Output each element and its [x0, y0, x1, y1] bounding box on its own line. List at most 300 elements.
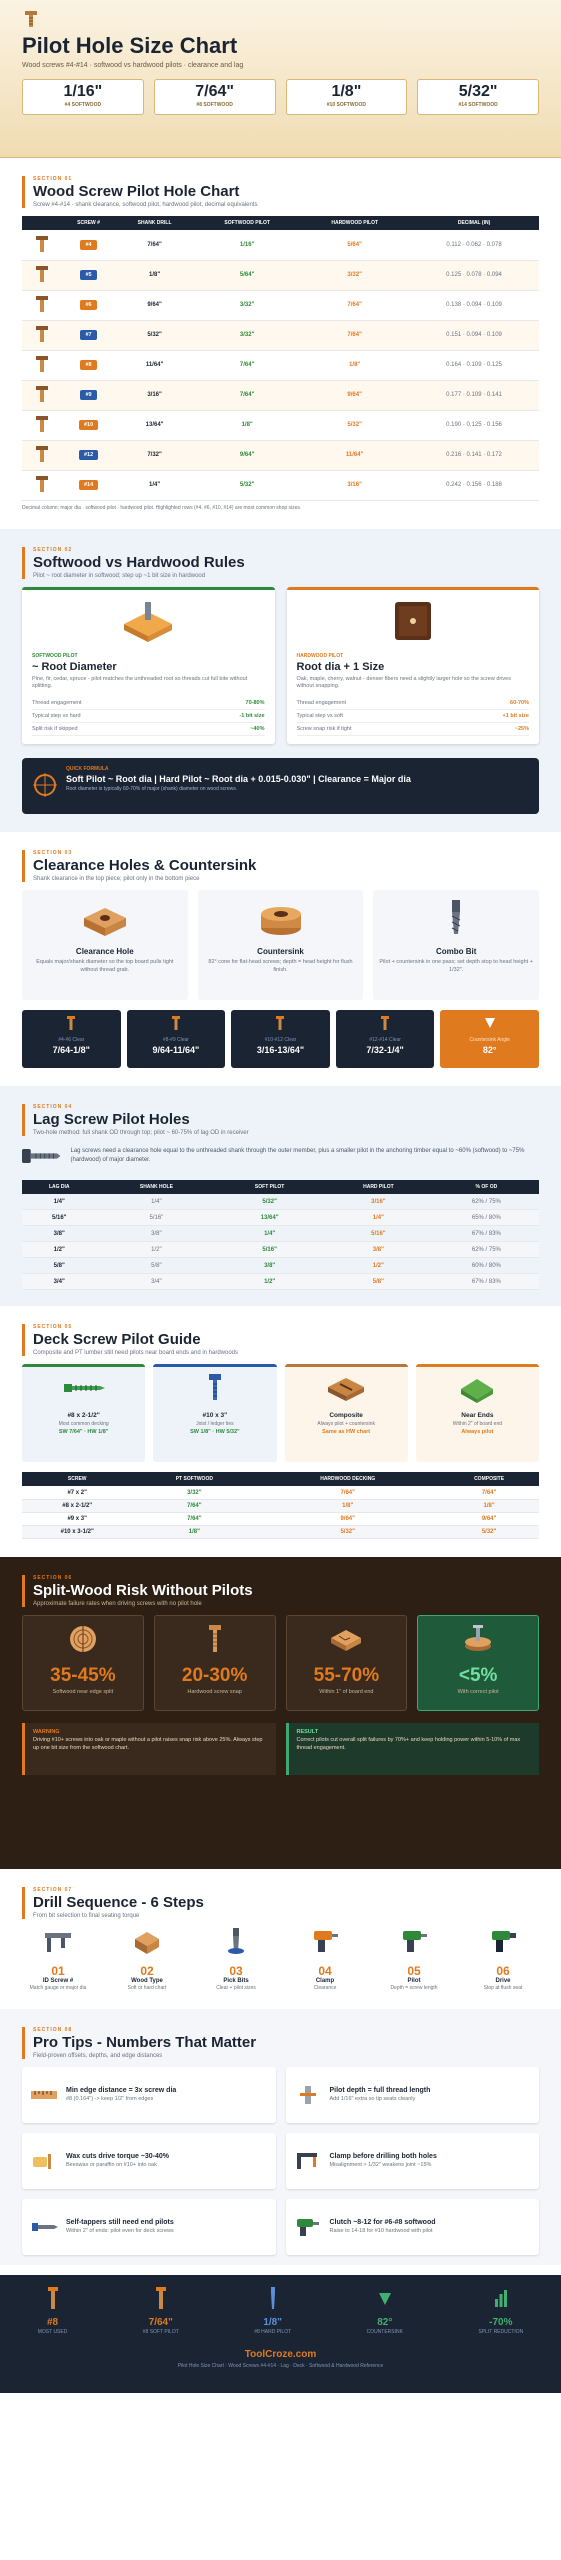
- section-heading: [22, 176, 539, 208]
- screw-size-tag: #5: [80, 270, 96, 280]
- table-row: [22, 1226, 539, 1242]
- screw-icon: [34, 355, 50, 373]
- screw-size-tag: #7: [80, 330, 96, 340]
- tip-card: Min edge distance = 3x screw dia #8 (0.164") -> keep 1/2" from edges: [22, 2067, 276, 2123]
- drill-bit-icon: [431, 898, 481, 938]
- section-number: SECTION 05: [33, 1324, 73, 1331]
- table-cell: 3/32": [132, 1486, 256, 1499]
- section-split-risk: [0, 1557, 561, 1869]
- card-label: SOFTWOOD PILOT: [32, 652, 78, 659]
- wood-block-icon: [132, 1927, 162, 1955]
- table-row: [22, 1258, 539, 1274]
- risk-stat: 55-70% Within 1" of board end: [286, 1615, 408, 1711]
- table-cell: 65% / 80%: [434, 1210, 539, 1226]
- table-cell: 5/16": [323, 1226, 434, 1242]
- section-heading: [22, 850, 539, 882]
- table-cell: #8 x 2-1/2": [22, 1499, 132, 1512]
- section-number: SECTION 01: [33, 176, 73, 182]
- screw-icon: [154, 2287, 168, 2309]
- card-desc: Equals major/shank diameter so the top board pulls tight without thread grab.: [36, 958, 174, 973]
- drill-icon: [399, 1927, 429, 1955]
- card-desc: Pilot + countersink in one pass; set depth stop to head height + 1/32".: [379, 958, 533, 973]
- table-cell: 5/32": [300, 410, 409, 440]
- table-cell: 13/64": [115, 410, 194, 440]
- drill-bit-icon: [266, 2287, 280, 2309]
- footer: [0, 2275, 561, 2393]
- table-cell: 1/4": [22, 1194, 97, 1210]
- clearance-hole-icon: [80, 898, 130, 938]
- screw-size-tag: #10: [79, 420, 98, 430]
- screw-icon: [34, 325, 50, 343]
- table-cell: 9/64": [194, 440, 300, 470]
- table-header: SOFT PILOT: [216, 1180, 323, 1194]
- formula-label: QUICK FORMULA: [66, 765, 109, 772]
- table-cell: 3/8": [323, 1242, 434, 1258]
- section-number: SECTION 06: [33, 1574, 73, 1581]
- screw-size-cell: [62, 410, 115, 440]
- screw-size-cell: [62, 320, 115, 350]
- card-title: ~ Root Diameter: [32, 660, 117, 673]
- warning-box: WARNING Driving #10+ screws into oak or maple without a pilot raises snap risk above 25%. Always step up one bit size from the softwood chart.: [22, 1723, 276, 1775]
- table-cell: 9/64": [439, 1512, 539, 1525]
- risk-stat: <5% With correct pilot: [417, 1615, 539, 1711]
- table-cell: 1/8": [439, 1499, 539, 1512]
- section-desc: Shank clearance in the top piece; pilot only in the bottom piece: [33, 875, 200, 882]
- board-end-icon: [455, 1373, 499, 1403]
- section-number: SECTION 07: [33, 1886, 73, 1893]
- table-cell: 0.177 · 0.109 · 0.141: [409, 380, 539, 410]
- split-board-icon: [329, 1624, 363, 1654]
- risk-stat: 20-30% Hardwood screw snap: [154, 1615, 276, 1711]
- stat-row: Thread engagement 60-70%: [297, 697, 530, 710]
- section-title: Wood Screw Pilot Hole Chart: [33, 183, 240, 200]
- clearance-hole-card: [22, 890, 188, 1000]
- tip-card: Self-tappers still need end pilots Within 2" of ends: pilot even for deck screws: [22, 2199, 276, 2255]
- table-cell: 7/64": [300, 320, 409, 350]
- row-icon-cell: [22, 230, 62, 260]
- table-cell: 62% / 75%: [434, 1194, 539, 1210]
- depth-gauge-icon: [294, 2085, 322, 2105]
- clearance-box: #8-#9 Clear 9/64-11/64": [127, 1010, 226, 1068]
- deck-screw-icon: [62, 1373, 106, 1403]
- kpi-label: #14 SOFTWOOD: [458, 102, 498, 108]
- table-header: [22, 216, 62, 230]
- table-row: [22, 1499, 539, 1512]
- card-title: Countersink: [257, 946, 304, 956]
- screw-size-cell: [62, 350, 115, 380]
- pine-board-icon: [118, 598, 178, 644]
- screw-icon: [34, 265, 50, 283]
- table-cell: 13/64": [216, 1210, 323, 1226]
- screw-size-cell: [62, 380, 115, 410]
- deck-card: #10 x 3" Joist / ledger ties SW 1/8" · HW 5/32": [153, 1364, 276, 1462]
- section-heading: [22, 2027, 539, 2059]
- table-row: [22, 1486, 539, 1499]
- footer-stat: 7/64" #8 SOFT PILOT: [143, 2287, 179, 2335]
- table-header: SCREW #: [62, 216, 115, 230]
- lag-intro: Lag screws need a clearance hole equal to the unthreaded shank through the outer member, plus a smaller pilot in the anchoring timber equal to ~60% (softwood) to ~75% (hardwood) of major diameter.: [70, 1147, 525, 1163]
- screw-icon: [34, 445, 50, 463]
- table-cell: 1/8": [132, 1525, 256, 1538]
- table-row: [22, 260, 539, 290]
- table-cell: 3/16": [300, 470, 409, 500]
- table-cell: 1/16": [194, 230, 300, 260]
- table-header: PT SOFTWOOD: [132, 1472, 256, 1486]
- countersink-card: [198, 890, 364, 1000]
- screw-size-cell: [62, 290, 115, 320]
- row-icon-cell: [22, 350, 62, 380]
- section-title: Lag Screw Pilot Holes: [33, 1110, 190, 1128]
- screw-size-tag: #12: [79, 450, 98, 460]
- section-clearance: [0, 832, 561, 1068]
- table-cell: 5/8": [323, 1274, 434, 1290]
- table-cell: #7 x 2": [22, 1486, 132, 1499]
- kpi-card: [417, 79, 539, 115]
- ruler-icon: [30, 2085, 58, 2105]
- hardwood-card: [287, 587, 540, 744]
- section-heading: [22, 1104, 539, 1136]
- screw-icon: [34, 235, 50, 253]
- result-box: RESULT Correct pilots cut overall split failures by 70%+ and keep holding power within 5-10% of max thread engagement.: [286, 1723, 540, 1775]
- section-heading: [22, 1887, 539, 1919]
- row-icon-cell: [22, 380, 62, 410]
- table-cell: 5/16": [22, 1210, 97, 1226]
- table-cell: 3/32": [300, 260, 409, 290]
- step: 02 Wood Type Soft or hard chart: [111, 1927, 183, 1991]
- stat-row: Split risk if skipped ~40%: [32, 723, 265, 736]
- table-cell: 7/32": [115, 440, 194, 470]
- section-heading: [22, 1324, 539, 1356]
- step: 01 ID Screw # Match gauge or major dia: [22, 1927, 94, 1991]
- table-cell: 9/64": [256, 1512, 439, 1525]
- caliper-icon: [43, 1927, 73, 1955]
- table-cell: 3/32": [194, 320, 300, 350]
- impact-driver-icon: [488, 1927, 518, 1955]
- combo-bit-card: [373, 890, 539, 1000]
- kpi-card: [22, 79, 144, 115]
- table-row: [22, 410, 539, 440]
- step: 06 Drive Stop at flush seat: [467, 1927, 539, 1991]
- section-desc: From bit selection to final seating torque: [33, 1912, 140, 1919]
- table-cell: 11/64": [300, 440, 409, 470]
- table-header: SHANK HOLE: [97, 1180, 217, 1194]
- section-heading: [22, 547, 539, 579]
- screw-icon: [22, 10, 40, 28]
- table-cell: 3/16": [115, 380, 194, 410]
- table-header: COMPOSITE: [439, 1472, 539, 1486]
- screw-icon: [275, 1016, 285, 1030]
- formula-sub: Root diameter is typically 60-70% of major (shank) diameter on wood screws.: [66, 785, 238, 792]
- self-tapper-icon: [30, 2217, 58, 2237]
- row-icon-cell: [22, 440, 62, 470]
- table-cell: 5/8": [22, 1258, 97, 1274]
- section-desc: Two-hole method: full shank OD through top; pilot ~ 60-75% of lag OD in receiver: [33, 1129, 249, 1136]
- table-cell: 67% / 83%: [434, 1274, 539, 1290]
- card-desc: Oak, maple, cherry, walnut - denser fibers need a slightly larger hole so the screw drives without snapping.: [296, 675, 511, 690]
- kpi-value: 7/64": [195, 83, 234, 100]
- section-desc: Approximate failure rates when driving screws with no pilot hole: [33, 1600, 202, 1607]
- piloted-board-icon: [461, 1624, 495, 1654]
- section-number: SECTION 08: [33, 2026, 73, 2033]
- table-cell: 9/64": [300, 380, 409, 410]
- table-cell: 7/64": [439, 1486, 539, 1499]
- table-cell: 1/8": [194, 410, 300, 440]
- table-header: HARDWOOD PILOT: [300, 216, 409, 230]
- header: [0, 0, 561, 158]
- table-row: [22, 1242, 539, 1258]
- table-cell: 0.216 · 0.141 · 0.172: [409, 440, 539, 470]
- table-cell: 3/32": [194, 290, 300, 320]
- footer-stat: #8 MOST USED: [38, 2287, 68, 2335]
- table-row: [22, 290, 539, 320]
- section-screw-chart: [0, 158, 561, 511]
- wax-icon: [30, 2151, 58, 2171]
- table-cell: 1/4": [323, 1210, 434, 1226]
- table-header: HARD PILOT: [323, 1180, 434, 1194]
- step: 05 Pilot Depth = screw length: [378, 1927, 450, 1991]
- table-cell: 7/64": [256, 1486, 439, 1499]
- lag-pilot-table: [22, 1180, 539, 1291]
- card-title: Clearance Hole: [75, 946, 134, 956]
- page-title: Pilot Hole Size Chart: [22, 33, 238, 58]
- table-cell: 5/32": [115, 320, 194, 350]
- crosshair-icon: [32, 772, 58, 798]
- card-label: HARDWOOD PILOT: [296, 652, 344, 659]
- section-title: Deck Screw Pilot Guide: [33, 1331, 201, 1349]
- table-cell: 3/8": [22, 1226, 97, 1242]
- table-cell: 1/8": [256, 1499, 439, 1512]
- table-header: SHANK DRILL: [115, 216, 194, 230]
- tip-card: Clamp before drilling both holes Misalignment > 1/32" weakens joint ~15%: [286, 2133, 540, 2189]
- table-cell: 7/64": [300, 290, 409, 320]
- table-cell: 0.190 · 0.125 · 0.156: [409, 410, 539, 440]
- table-cell: 67% / 83%: [434, 1226, 539, 1242]
- table-row: [22, 1525, 539, 1538]
- section-desc: Field-proven offsets, depths, and edge distances: [33, 2052, 163, 2059]
- deck-card: #8 x 2-1/2" Most common decking SW 7/64" · HW 1/8": [22, 1364, 145, 1462]
- section-desc: Pilot ~ root diameter in softwood; step up ~1 bit size in hardwood: [33, 572, 206, 579]
- section-desc: Screw #4-#14 · shank clearance, softwood pilot, hardwood pilot, decimal equivalents: [33, 202, 258, 208]
- section-title: Pro Tips - Numbers That Matter: [33, 2033, 257, 2051]
- table-cell: 3/4": [22, 1274, 97, 1290]
- table-cell: 1/2": [216, 1274, 323, 1290]
- table-cell: 7/64": [194, 380, 300, 410]
- section-number: SECTION 03: [33, 849, 73, 856]
- snapped-screw-icon: [198, 1624, 232, 1654]
- row-icon-cell: [22, 290, 62, 320]
- table-header: DECIMAL (IN): [409, 216, 539, 230]
- table-cell: 1/4": [115, 470, 194, 500]
- screw-icon: [171, 1016, 181, 1030]
- kpi-label: #10 SOFTWOOD: [326, 102, 366, 108]
- table-cell: 3/16": [323, 1194, 434, 1210]
- table-cell: 5/8": [97, 1258, 217, 1274]
- kpi-card: [286, 79, 408, 115]
- clearance-box: #10-#12 Clear 3/16-13/64": [231, 1010, 330, 1068]
- table-header: % OF OD: [434, 1180, 539, 1194]
- tip-card: Pilot depth = full thread length Add 1/16" extra so tip seats cleanly: [286, 2067, 540, 2123]
- table-cell: 7/64": [132, 1499, 256, 1512]
- bit-icon: [221, 1927, 251, 1955]
- table-row: [22, 1210, 539, 1226]
- table-cell: 9/64": [115, 290, 194, 320]
- table-cell: 0.164 · 0.109 · 0.125: [409, 350, 539, 380]
- step: 03 Pick Bits Clear + pilot sizes: [200, 1927, 272, 1991]
- screw-size-cell: [62, 230, 115, 260]
- table-row: [22, 320, 539, 350]
- kpi-card: [154, 79, 276, 115]
- countersink-icon: [256, 898, 306, 938]
- clearance-box: #4-#6 Clear 7/64-1/8": [22, 1010, 121, 1068]
- wood-log-icon: [66, 1624, 100, 1654]
- section-number: SECTION 04: [33, 1103, 73, 1110]
- table-row: [22, 440, 539, 470]
- table-cell: 1/4": [216, 1226, 323, 1242]
- section-deck: [0, 1306, 561, 1539]
- screw-icon: [34, 385, 50, 403]
- clamp-icon: [294, 2151, 322, 2171]
- table-header: SOFTWOOD PILOT: [194, 216, 300, 230]
- table-cell: 1/2": [22, 1242, 97, 1258]
- screw-icon: [34, 295, 50, 313]
- countersink-icon: [485, 1016, 495, 1030]
- page-subtitle: Wood screws #4-#14 · softwood vs hardwood pilots · clearance and lag: [22, 62, 244, 69]
- table-row: [22, 230, 539, 260]
- stat-row: Screw snap risk if tight ~25%: [297, 723, 530, 736]
- table-cell: 5/32": [256, 1525, 439, 1538]
- card-desc: 82° cone for flat-head screws; depth = head height for flush finish.: [208, 958, 353, 973]
- table-row: [22, 470, 539, 500]
- screw-size-tag: #4: [80, 240, 96, 250]
- section-title: Split-Wood Risk Without Pilots: [33, 1581, 253, 1599]
- screw-icon: [34, 475, 50, 493]
- table-cell: 3/8": [97, 1226, 217, 1242]
- table-cell: #9 x 3": [22, 1512, 132, 1525]
- table-cell: 1/4": [97, 1194, 217, 1210]
- section-lag: [0, 1086, 561, 1307]
- table-row: [22, 1512, 539, 1525]
- kpi-label: #8 SOFTWOOD: [196, 102, 233, 108]
- table-row: [22, 380, 539, 410]
- table-cell: 11/64": [115, 350, 194, 380]
- table-cell: 5/64": [194, 260, 300, 290]
- drill-clutch-icon: [294, 2217, 322, 2237]
- deck-card: Near Ends Within 2" of board end Always pilot: [416, 1364, 539, 1462]
- clearance-box: #12-#14 Clear 7/32-1/4": [336, 1010, 435, 1068]
- screw-size-cell: [62, 260, 115, 290]
- tip-card: Wax cuts drive torque ~30-40% Beeswax or paraffin on #10+ into oak: [22, 2133, 276, 2189]
- table-note: Decimal column: major dia · softwood pilot · hardwood pilot. Highlighted rows (#4, #6, #10, #14) are most common shop sizes.: [22, 504, 302, 511]
- table-row: [22, 1194, 539, 1210]
- kpi-row: [22, 79, 539, 115]
- table-header: HARDWOOD DECKING: [256, 1472, 439, 1486]
- composite-board-icon: [324, 1373, 368, 1403]
- screw-icon: [66, 1016, 76, 1030]
- section-title: Drill Sequence - 6 Steps: [33, 1893, 204, 1911]
- table-row: [22, 350, 539, 380]
- row-icon-cell: [22, 260, 62, 290]
- table-cell: 0.125 · 0.078 · 0.094: [409, 260, 539, 290]
- row-icon-cell: [22, 320, 62, 350]
- countersink-icon: [378, 2287, 392, 2309]
- table-cell: 7/64": [115, 230, 194, 260]
- kpi-value: 1/16": [63, 83, 103, 100]
- card-title: Combo Bit: [435, 946, 477, 956]
- table-cell: 3/8": [216, 1258, 323, 1274]
- section-desc: Composite and PT lumber still need pilots near board ends and in hardwoods: [33, 1350, 239, 1357]
- footer-stat: -70% SPLIT REDUCTION: [478, 2287, 523, 2335]
- screw-pilot-table: [22, 216, 539, 501]
- brand-name[interactable]: ToolCroze.com: [244, 2348, 317, 2360]
- countersink-angle-box: Countersink Angle 82°: [440, 1010, 539, 1068]
- table-cell: 0.242 · 0.156 · 0.188: [409, 470, 539, 500]
- section-soft-vs-hard: [0, 529, 561, 832]
- table-cell: 7/64": [132, 1512, 256, 1525]
- table-cell: 5/64": [300, 230, 409, 260]
- table-cell: 5/32": [194, 470, 300, 500]
- formula-banner: [22, 758, 539, 814]
- table-cell: 0.138 · 0.094 · 0.109: [409, 290, 539, 320]
- deck-pilot-table: [22, 1472, 539, 1539]
- table-row: [22, 1274, 539, 1290]
- table-cell: #10 x 3-1/2": [22, 1525, 132, 1538]
- drill-icon: [310, 1927, 340, 1955]
- table-cell: 1/2": [97, 1242, 217, 1258]
- kpi-value: 5/32": [458, 83, 498, 100]
- risk-stat: 35-45% Softwood near edge split: [22, 1615, 144, 1711]
- softwood-card: [22, 587, 275, 744]
- table-cell: 5/32": [439, 1525, 539, 1538]
- table-cell: 5/32": [216, 1194, 323, 1210]
- screw-icon: [380, 1016, 390, 1030]
- table-header: SCREW: [22, 1472, 132, 1486]
- table-cell: 1/8": [300, 350, 409, 380]
- section-drill-sequence: [0, 1869, 561, 1991]
- section-heading: [22, 1575, 539, 1607]
- kpi-label: #4 SOFTWOOD: [64, 102, 102, 108]
- section-pro-tips: [0, 2009, 561, 2265]
- table-cell: 0.112 · 0.062 · 0.078: [409, 230, 539, 260]
- screw-size-tag: #14: [79, 480, 98, 490]
- footer-subtitle: Pilot Hole Size Chart · Wood Screws #4-#14 · Lag · Deck · Softwood & Hardwood Reference: [177, 2362, 384, 2369]
- table-cell: 3/4": [97, 1274, 217, 1290]
- row-icon-cell: [22, 410, 62, 440]
- section-title: Softwood vs Hardwood Rules: [33, 553, 245, 571]
- screw-icon: [46, 2287, 60, 2309]
- table-cell: 62% / 75%: [434, 1242, 539, 1258]
- step: 04 Clamp Clearance: [289, 1927, 361, 1991]
- table-cell: 0.151 · 0.094 · 0.109: [409, 320, 539, 350]
- screw-size-tag: #8: [80, 360, 96, 370]
- stat-row: Thread engagement 70-80%: [32, 697, 265, 710]
- table-cell: 1/2": [323, 1258, 434, 1274]
- stat-row: Typical step vs soft +1 bit size: [297, 710, 530, 723]
- table-header: LAG DIA: [22, 1180, 97, 1194]
- footer-stat: 82° COUNTERSINK: [367, 2287, 403, 2335]
- screw-size-tag: #6: [80, 300, 96, 310]
- lag-screw-icon: [22, 1144, 60, 1168]
- table-cell: 60% / 80%: [434, 1258, 539, 1274]
- row-icon-cell: [22, 470, 62, 500]
- deck-card: Composite Always pilot + countersink Same as HW chart: [285, 1364, 408, 1462]
- screw-size-cell: [62, 440, 115, 470]
- section-title: Clearance Holes & Countersink: [33, 856, 257, 874]
- screw-icon: [34, 415, 50, 433]
- card-desc: Pine, fir, cedar, spruce - pilot matches the unthreaded root so threads cut full bite without splitting.: [32, 675, 248, 690]
- bar-chart-icon: [494, 2287, 508, 2309]
- stat-row: Typical step vs hard -1 bit size: [32, 710, 265, 723]
- table-cell: 5/16": [97, 1210, 217, 1226]
